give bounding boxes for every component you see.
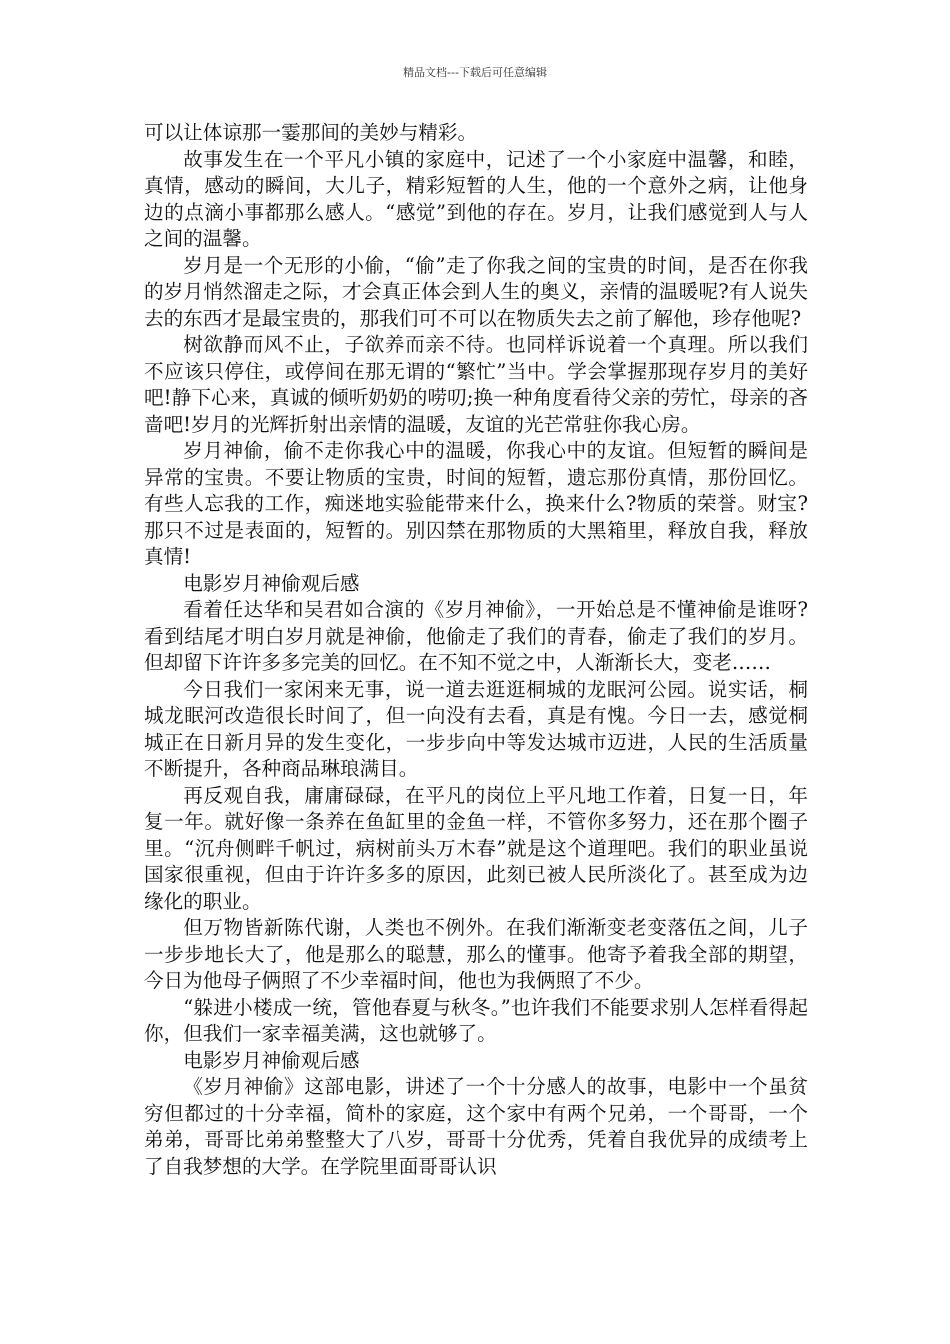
paragraph: 《岁月神偷》这部电影，讲述了一个十分感人的故事，电影中一个虽贫穷但都过的十分幸福，简朴的家庭，这个家中有两个兄弟，一个哥哥，一个弟弟，哥哥比弟弟整整大了八岁，哥哥十分优秀，凭着自我优异的成绩考上了自我梦想的大学。在学院里面哥哥认识 bbox=[144, 1075, 808, 1178]
section-title: 电影岁月神偷观后感 bbox=[183, 571, 360, 595]
paragraph: 岁月神偷，偷不走你我心中的温暖，你我心中的友谊。但短暂的瞬间是异常的宝贵。不要让物质的宝贵，时间的短暂，遗忘那份真情，那份回忆。有些人忘我的工作，痴迷地实验能带来什么，换来什么?物质的荣誉。财宝?那只不过是表面的，短暂的。别囚禁在那物质的大黑箱里，释放自我，释放真情! bbox=[144, 439, 808, 568]
page-header: 精品文档---下载后可任意编辑 bbox=[403, 66, 547, 79]
paragraph: 可以让体谅那一霎那间的美妙与精彩。 bbox=[144, 121, 478, 144]
paragraph: 树欲静而风不止，子欲养而亲不待。也同样诉说着一个真理。所以我们不应该只停住，或停间在那无谓的“繁忙”当中。学会掌握那现存岁月的美好吧!静下心来，真诚的倾听奶奶的唠叨;换一种角度看待父亲的劳忙，母亲的吝啬吧!岁月的光辉折射出亲情的温暖，友谊的光芒常驻你我心房。 bbox=[144, 333, 808, 436]
document-body bbox=[144, 120, 808, 1180]
paragraph: 岁月是一个无形的小偷，“偷”走了你我之间的宝贵的时间，是否在你我的岁月悄然溜走之际，才会真正体会到人生的奥义，亲情的温暖呢?有人说失去的东西才是最宝贵的，那我们可不可以在物质失去之前了解他，珍存他呢? bbox=[144, 253, 808, 330]
paragraph: 看着任达华和吴君如合演的《岁月神偷》，一开始总是不懂神偷是谁呀?看到结尾才明白岁月就是神偷，他偷走了我们的青春，偷走了我们的岁月。但却留下许许多多完美的回忆。在不知不觉之中，人渐渐长大，变老…… bbox=[144, 598, 808, 674]
paragraph: 但万物皆新陈代谢，人类也不例外。在我们渐渐变老变落伍之间，儿子一步步地长大了，他是那么的聪慧，那么的懂事。他寄予着我全部的期望，今日为他母子俩照了不少幸福时间，他也为我俩照了不少。 bbox=[144, 916, 808, 992]
section-title: 电影岁月神偷观后感 bbox=[183, 1048, 360, 1072]
paragraph: 故事发生在一个平凡小镇的家庭中，记述了一个小家庭中温馨，和睦，真情，感动的瞬间，大儿子，精彩短暂的人生，他的一个意外之病，让他身边的点滴小事都那么感人。“感觉”到他的存在。岁月，让我们感觉到人与人之间的温馨。 bbox=[144, 147, 808, 250]
paragraph: “躲进小楼成一统，管他春夏与秋冬。”也许我们不能要求别人怎样看得起你，但我们一家幸福美满，这也就够了。 bbox=[144, 995, 808, 1045]
paragraph: 今日我们一家闲来无事，说一道去逛逛桐城的龙眠河公园。说实话，桐城龙眠河改造很长时间了，但一向没有去看，真是有愧。今日一去，感觉桐城正在日新月异的发生变化，一步步向中等发达城市迈进，人民的生活质量不断提升，各种商品琳琅满目。 bbox=[144, 677, 808, 780]
paragraph: 再反观自我，庸庸碌碌，在平凡的岗位上平凡地工作着，日复一日，年复一年。就好像一条养在鱼缸里的金鱼一样，不管你多努力，还在那个圈子里。“沉舟侧畔千帆过，病树前头万木春”就是这个道理吧。我们的职业虽说国家很重视，但由于许许多多的原因，此刻已被人民所淡化了。甚至成为边缘化的职业。 bbox=[144, 783, 808, 913]
